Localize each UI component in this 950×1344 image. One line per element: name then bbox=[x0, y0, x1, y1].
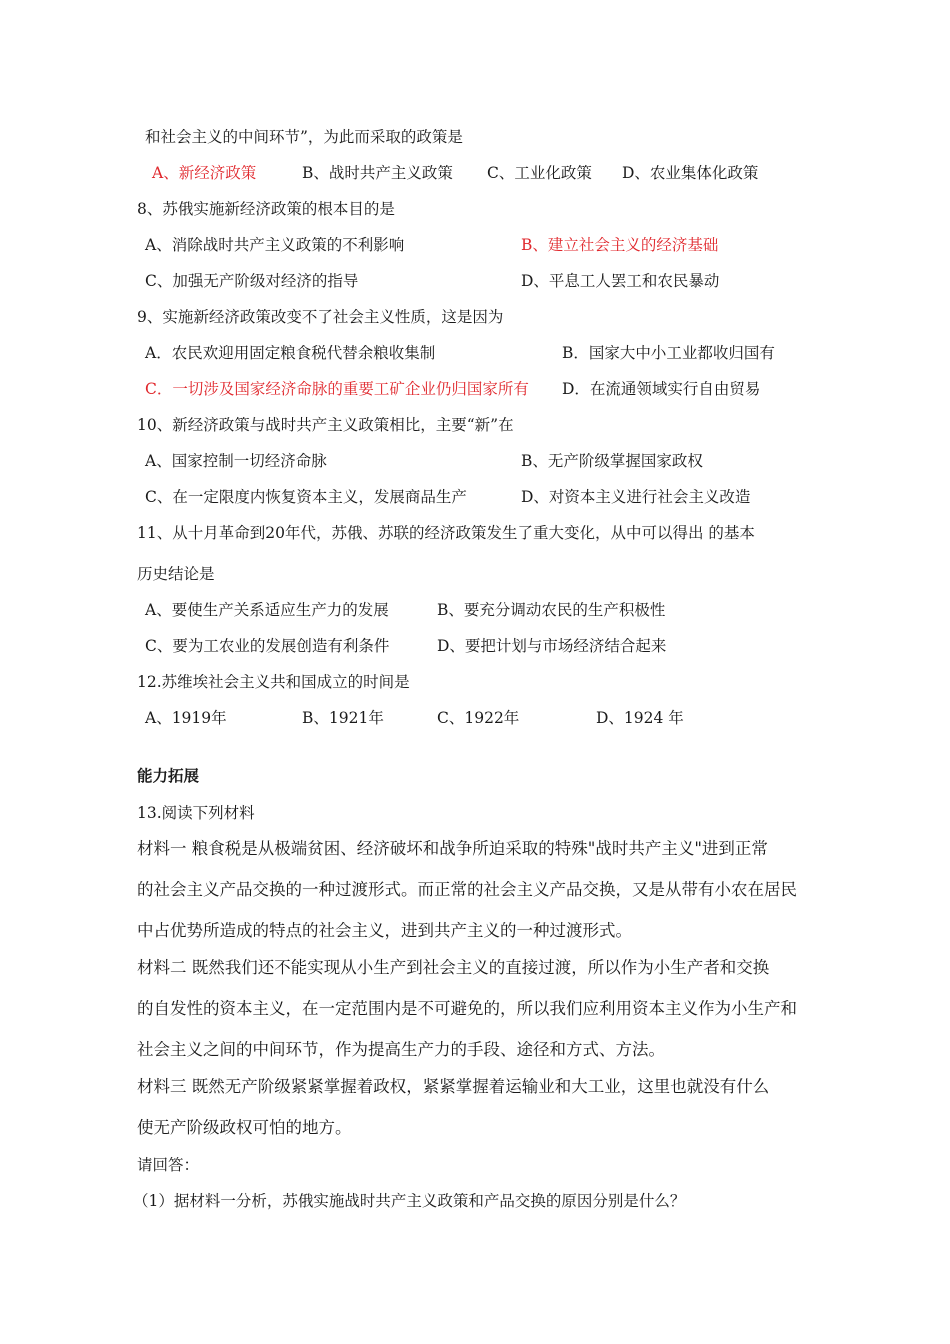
q12-option-b: B、1921年 bbox=[302, 709, 384, 727]
q11-option-c: C、要为工农业的发展创造有利条件 bbox=[145, 637, 390, 655]
q10-option-c: C、在一定限度内恢复资本主义，发展商品生产 bbox=[145, 488, 467, 506]
answer-prompt: 请回答： bbox=[137, 1156, 200, 1174]
q8-option-c: C、加强无产阶级对经济的指导 bbox=[145, 272, 359, 290]
q11-option-a: A、要使生产关系适应生产力的发展 bbox=[145, 601, 389, 619]
q9-option-d: D．在流通领域实行自由贸易 bbox=[562, 380, 761, 398]
q10-stem: 10、新经济政策与战时共产主义政策相比，主要“新”在 bbox=[137, 416, 514, 434]
q8-option-a: A、消除战时共产主义政策的不利影响 bbox=[145, 236, 405, 254]
material2-line3: 社会主义之间的中间环节，作为提高生产力的手段、途径和方式、方法。 bbox=[137, 1040, 665, 1059]
q7-option-b: B、战时共产主义政策 bbox=[302, 164, 453, 182]
section-title: 能力拓展 bbox=[137, 767, 200, 785]
material1-line1: 材料一 粮食税是从极端贫困、经济破坏和战争所迫采取的特殊"战时共产主义"进到正常 bbox=[137, 839, 768, 858]
q7-option-a: A、新经济政策 bbox=[152, 164, 257, 182]
material1-line2: 的社会主义产品交换的一种过渡形式。而正常的社会主义产品交换，又是从带有小农在居民 bbox=[137, 880, 797, 899]
q12-option-a: A、1919年 bbox=[145, 709, 227, 727]
q10-option-a: A、国家控制一切经济命脉 bbox=[145, 452, 327, 470]
material1-line3: 中占优势所造成的特点的社会主义，进到共产主义的一种过渡形式。 bbox=[137, 921, 632, 940]
q12-option-d: D、1924 年 bbox=[596, 709, 684, 727]
material3-line1: 材料三 既然无产阶级紧紧掌握着政权，紧紧掌握着运输业和大工业，这里也就没有什么 bbox=[137, 1077, 770, 1096]
q10-option-d: D、对资本主义进行社会主义改造 bbox=[521, 488, 751, 506]
q13-stem: 13.阅读下列材料 bbox=[137, 804, 255, 822]
q12-stem: 12.苏维埃社会主义共和国成立的时间是 bbox=[137, 673, 410, 691]
material2-line1: 材料二 既然我们还不能实现从小生产到社会主义的直接过渡，所以作为小生产者和交换 bbox=[137, 958, 770, 977]
q11-stem-line2: 历史结论是 bbox=[137, 565, 215, 583]
q13-subquestion-1: （1）据材料一分析，苏俄实施战时共产主义政策和产品交换的原因分别是什么？ bbox=[133, 1192, 686, 1210]
q9-option-c: C．一切涉及国家经济命脉的重要工矿企业仍归国家所有 bbox=[145, 380, 529, 398]
q8-option-b: B、建立社会主义的经济基础 bbox=[521, 236, 719, 254]
q9-stem: 9、实施新经济政策改变不了社会主义性质，这是因为 bbox=[137, 308, 504, 326]
q9-option-b: B．国家大中小工业都收归国有 bbox=[562, 344, 775, 362]
material3-line2: 使无产阶级政权可怕的地方。 bbox=[137, 1118, 352, 1137]
q9-option-a: A．农民欢迎用固定粮食税代替余粮收集制 bbox=[145, 344, 436, 362]
q8-option-d: D、平息工人罢工和农民暴动 bbox=[521, 272, 720, 290]
q12-option-c: C、1922年 bbox=[437, 709, 520, 727]
q7-stem-continuation: 和社会主义的中间环节”，为此而采取的政策是 bbox=[145, 128, 463, 146]
q7-option-d: D、农业集体化政策 bbox=[622, 164, 759, 182]
q7-option-c: C、工业化政策 bbox=[487, 164, 592, 182]
q10-option-b: B、无产阶级掌握国家政权 bbox=[521, 452, 703, 470]
q11-stem-line1: 11、从十月革命到20年代，苏俄、苏联的经济政策发生了重大变化，从中可以得出 的基本 bbox=[137, 524, 755, 542]
q8-stem: 8、苏俄实施新经济政策的根本目的是 bbox=[137, 200, 395, 218]
q11-option-b: B、要充分调动农民的生产积极性 bbox=[437, 601, 666, 619]
q11-option-d: D、要把计划与市场经济结合起来 bbox=[437, 637, 667, 655]
material2-line2: 的自发性的资本主义，在一定范围内是不可避免的，所以我们应利用资本主义作为小生产和 bbox=[137, 999, 797, 1018]
